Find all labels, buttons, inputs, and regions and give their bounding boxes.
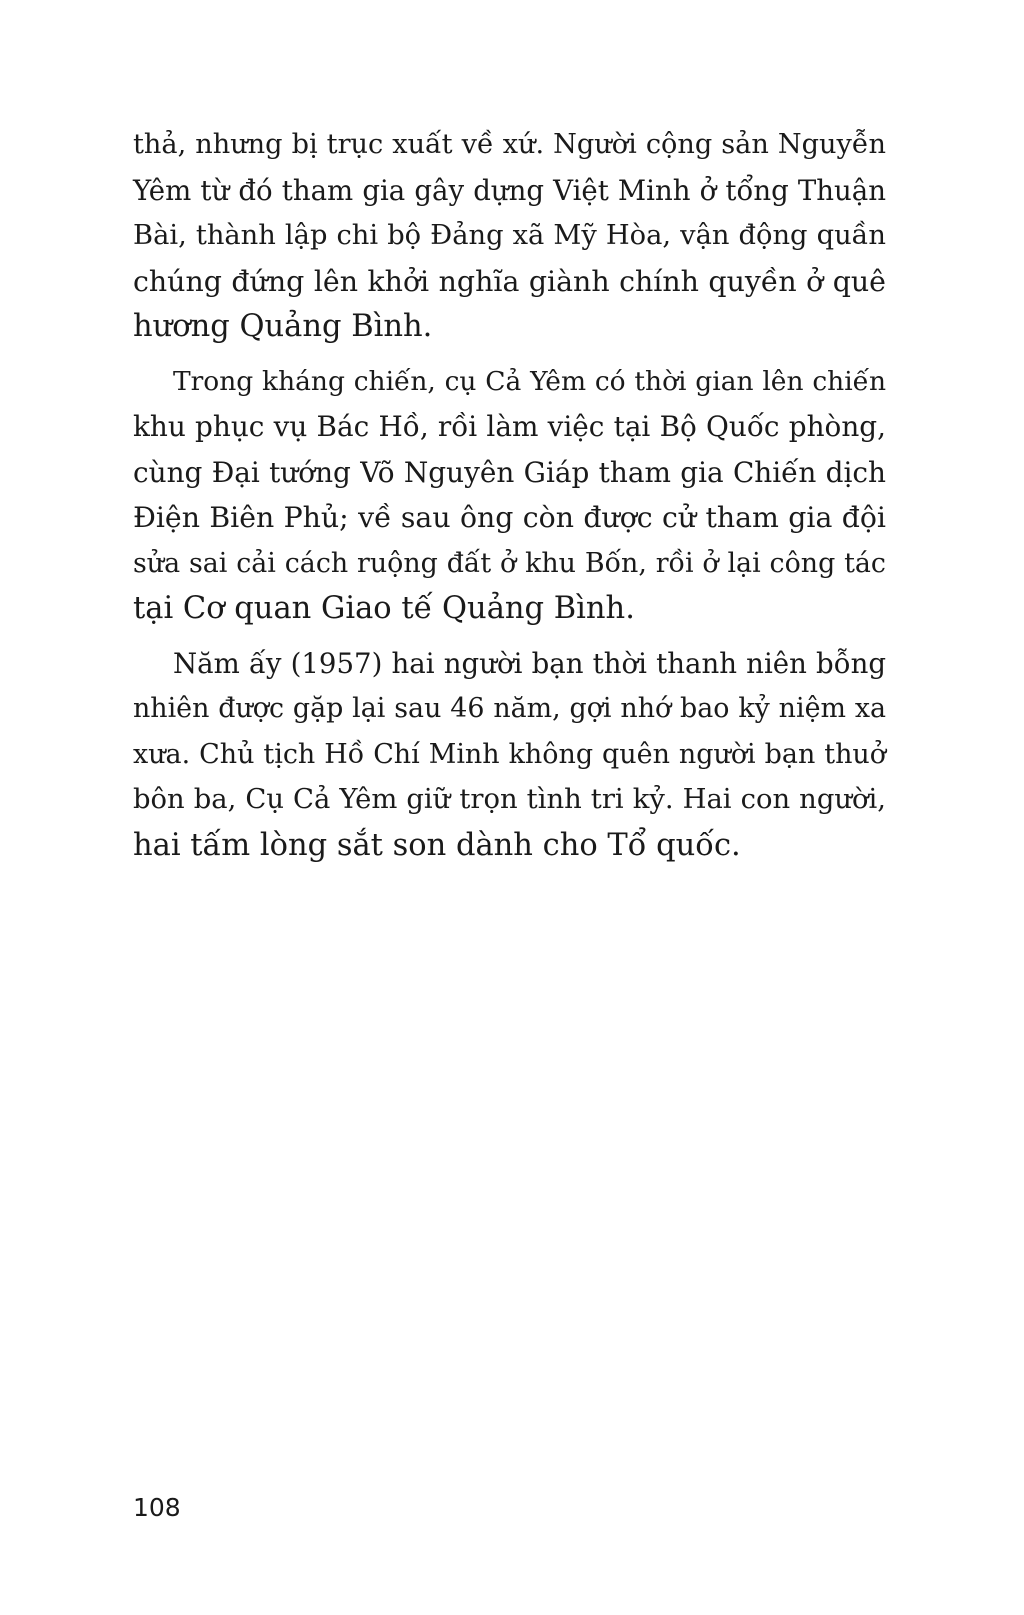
text-line: cùng Đại tướng Võ Nguyên Giáp tham gia Chiến dịch [133,455,886,489]
text-line: Bài, thành lập chi bộ Đảng xã Mỹ Hòa, vận động quần [133,220,886,251]
text-line: Yêm từ đó tham gia gây dựng Việt Minh ở tổng Thuận [133,173,886,207]
text-line: nhiên được gặp lại sau 46 năm, gợi nhớ bao kỷ niệm xa [133,693,886,724]
text-line: sửa sai cải cách ruộng đất ở khu Bốn, rồi ở lại công tác [133,547,886,579]
text-line: bôn ba, Cụ Cả Yêm giữ trọn tình tri kỷ. Hai con người, [133,784,886,815]
page-number: 108 [133,1493,181,1522]
paragraph [133,641,886,869]
text-line: Trong kháng chiến, cụ Cả Yêm có thời gian lên chiến [173,365,886,397]
text-line: hai tấm lòng sắt son dành cho Tổ quốc. [133,827,741,863]
text-line: xưa. Chủ tịch Hồ Chí Minh không quên người bạn thuở [133,738,886,770]
text-line: khu phục vụ Bác Hồ, rồi làm việc tại Bộ Quốc phòng, [133,410,886,443]
paragraph [133,359,886,632]
text-line: chúng đứng lên khởi nghĩa giành chính quyền ở quê [133,264,886,298]
page-body [133,122,886,868]
paragraph [133,122,886,350]
text-line: tại Cơ quan Giao tế Quảng Bình. [133,591,635,626]
text-line: Năm ấy (1957) hai người bạn thời thanh niên bỗng [173,646,886,680]
text-line: hương Quảng Bình. [133,309,433,344]
paragraph-spacer [133,350,886,359]
text-line: thả, nhưng bị trục xuất về xứ. Người cộng sản Nguyễn [133,129,886,160]
text-line: Điện Biên Phủ; về sau ông còn được cử tham gia đội [133,501,886,534]
paragraph-spacer [133,632,886,641]
